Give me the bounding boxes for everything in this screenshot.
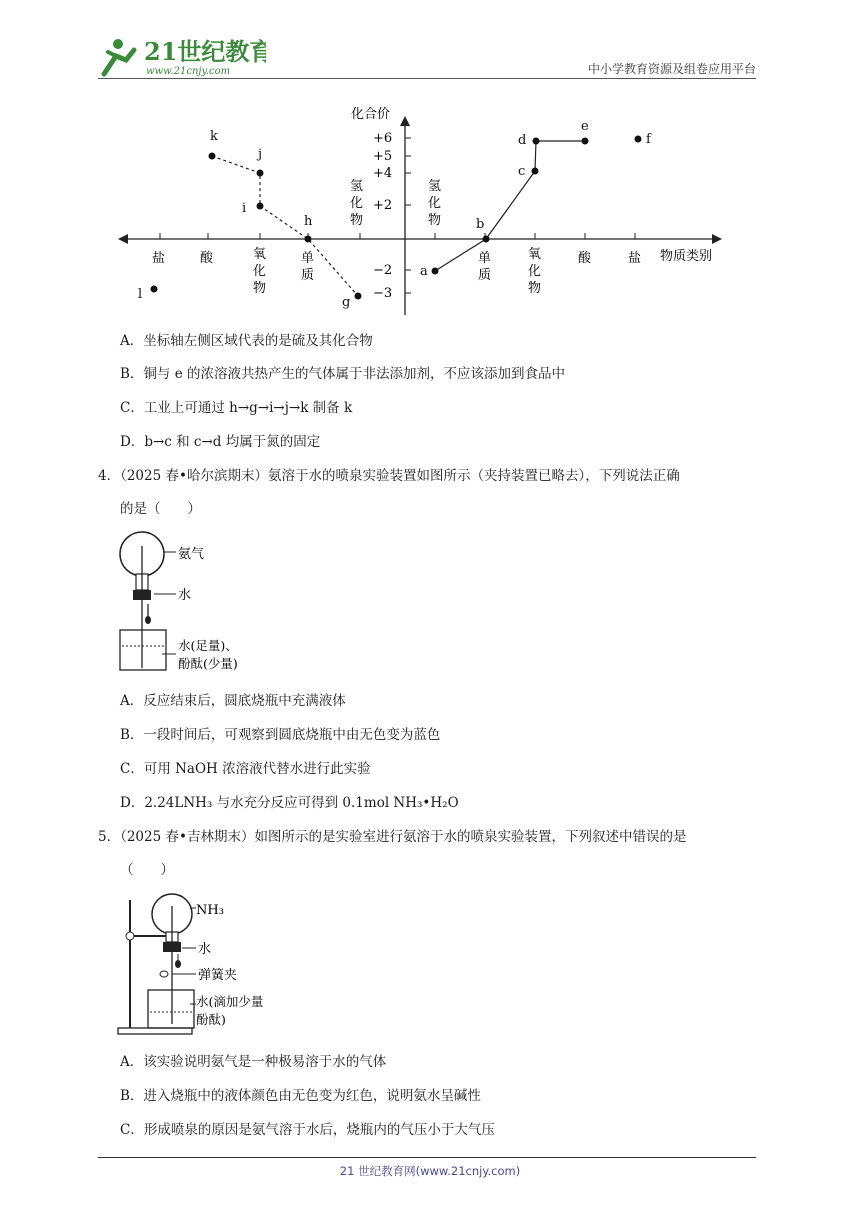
q4-option-d: D．2.24LNH₃ 与水充分反应可得到 0.1mol NH₃•H₂O <box>120 795 459 811</box>
point-b-label: b <box>476 217 485 232</box>
q4-beaker <box>120 630 166 670</box>
q5-gas-label: NH₃ <box>196 903 224 918</box>
q5-clamp-screw <box>126 932 134 940</box>
site-logo <box>96 34 266 78</box>
right-cat-oxide: 氧化物 <box>528 247 542 296</box>
q5-stand-base <box>118 1028 192 1034</box>
runner-icon <box>104 39 134 74</box>
diagram-points <box>138 119 652 310</box>
valence-diagram <box>110 100 730 322</box>
point-g-label: g <box>342 295 351 310</box>
tick-minus3: −3 <box>373 286 393 301</box>
tick-plus4: +4 <box>373 166 393 181</box>
tick-plus6: +6 <box>373 131 393 146</box>
q4-beaker-label-1: 水(足量)、 <box>178 638 238 653</box>
right-solid-path <box>435 141 585 271</box>
q4-stopper <box>133 590 151 600</box>
header-divider <box>98 78 756 79</box>
point-k <box>209 153 216 160</box>
q4-beaker-label-2: 酚酞(少量) <box>178 656 238 671</box>
right-cat-element: 单质 <box>478 251 492 283</box>
y-axis-arrow <box>400 116 410 126</box>
point-b <box>483 236 490 243</box>
q3-option-a: A．坐标轴左侧区域代表的是硫及其化合物 <box>120 333 373 349</box>
point-h <box>305 236 312 243</box>
y-axis-label: 化合价 <box>351 107 391 122</box>
left-cat-oxide: 氧化物 <box>253 247 267 296</box>
point-h-label: h <box>304 214 313 229</box>
x-ticks <box>160 233 635 239</box>
q4-option-a: A．反应结束后，圆底烧瓶中充满液体 <box>120 693 346 709</box>
q3-option-c: C．工业上可通过 h→g→i→j→k 制备 k <box>120 400 353 416</box>
tick-plus5: +5 <box>373 149 393 164</box>
valence-diagram-svg <box>110 100 730 322</box>
point-a <box>432 268 439 275</box>
x-axis-left-arrow <box>118 234 128 244</box>
q5-apparatus-figure <box>112 886 282 1038</box>
platform-name: 中小学教育资源及组卷应用平台 <box>587 62 756 76</box>
left-cat-acid: 酸 <box>200 251 214 266</box>
point-i-label: i <box>242 201 247 216</box>
q5-clamp-label: 弹簧夹 <box>198 968 238 983</box>
right-cat-hydride: 氢化物 <box>428 179 442 228</box>
logo-text: 21世纪教育 <box>144 37 266 66</box>
point-c-label: c <box>518 164 526 179</box>
point-d-label: d <box>518 133 527 148</box>
q3-option-d: D．b→c 和 c→d 均属于氮的固定 <box>120 434 321 450</box>
point-e <box>582 138 589 145</box>
q4-option-c: C．可用 NaOH 浓溶液代替水进行此实验 <box>120 761 371 777</box>
q4-stem-line1: 4．（2025 春•哈尔滨期末）氨溶于水的喷泉实验装置如图所示（夹持装置已略去），下列说法正确 <box>98 468 680 484</box>
point-j-label: j <box>258 147 263 162</box>
point-e-label: e <box>581 119 589 134</box>
point-a-label: a <box>420 264 428 279</box>
footer-text[interactable]: 21 世纪教育网(www.21cnjy.com) <box>339 1164 521 1178</box>
point-l <box>151 286 158 293</box>
footer-divider <box>98 1157 756 1158</box>
q5-option-b: B．进入烧瓶中的液体颜色由无色变为红色，说明氨水呈碱性 <box>120 1088 481 1104</box>
q5-option-c: C．形成喷泉的原因是氨气溶于水后，烧瓶内的气压小于大气压 <box>120 1122 495 1138</box>
point-c <box>532 168 539 175</box>
q4-option-b: B．一段时间后，可观察到圆底烧瓶中由无色变为蓝色 <box>120 727 441 743</box>
left-cat-hydride: 氢化物 <box>350 179 364 228</box>
q5-stem-line2: （ ） <box>120 862 174 878</box>
left-dashed-path <box>212 156 358 296</box>
left-categories <box>152 179 363 296</box>
point-k-label: k <box>210 129 218 144</box>
point-f <box>635 136 642 143</box>
x-axis-right-arrow <box>712 234 722 244</box>
tick-plus2: +2 <box>373 198 393 213</box>
point-f-label: f <box>646 132 651 147</box>
q5-beaker-label-1: 水(滴加少量 <box>196 994 264 1009</box>
q3-option-b: B．铜与 e 的浓溶液共热产生的气体属于非法添加剂，不应该添加到食品中 <box>120 366 565 382</box>
q5-option-a: A．该实验说明氨气是一种极易溶于水的气体 <box>120 1054 387 1070</box>
point-l-label: l <box>138 287 143 302</box>
q4-gas-label: 氨气 <box>178 547 205 562</box>
right-cat-acid: 酸 <box>578 251 592 266</box>
point-g <box>355 293 362 300</box>
point-d <box>533 138 540 145</box>
q5-stem-line1: 5．（2025 春•吉林期末）如图所示的是实验室进行氨溶于水的喷泉实验装置，下列叙述中错误的是 <box>98 829 687 845</box>
logo-url: www.21cnjy.com <box>146 66 231 77</box>
right-cat-salt: 盐 <box>628 251 642 266</box>
q5-beaker-label-2: 酚酞) <box>196 1012 226 1027</box>
q5-water-label: 水 <box>198 942 212 957</box>
x-axis-label: 物质类别 <box>660 249 713 264</box>
point-i <box>257 203 264 210</box>
q5-spring-clamp <box>160 971 168 977</box>
point-j <box>257 170 264 177</box>
q4-apparatus-figure <box>114 526 254 676</box>
left-cat-salt: 盐 <box>152 251 166 266</box>
q5-beaker <box>148 990 194 1028</box>
q4-water-label: 水 <box>178 588 192 603</box>
left-cat-element: 单质 <box>301 251 315 283</box>
tick-minus2: −2 <box>373 263 393 278</box>
q4-stem-line2: 的是（ ） <box>120 501 201 517</box>
